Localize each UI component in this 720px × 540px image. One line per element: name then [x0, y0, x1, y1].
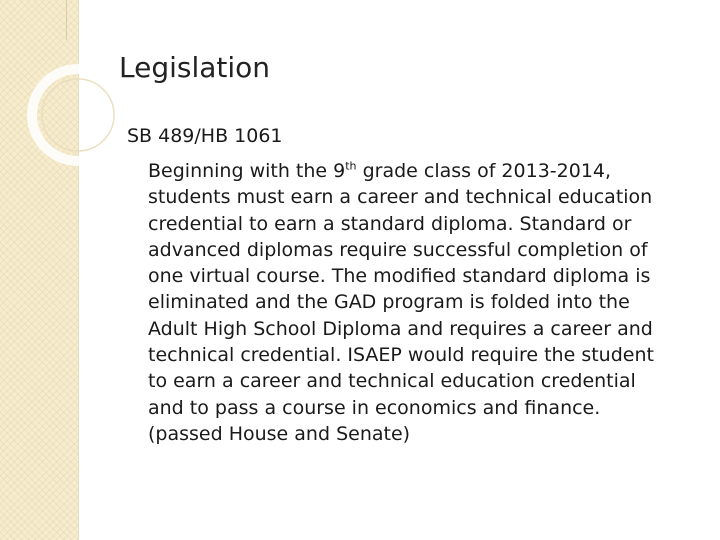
description-line: students must earn a career and technical education	[148, 186, 653, 209]
description-line: one virtual course. The modified standard diploma is	[148, 265, 651, 288]
decorative-side-panel	[0, 0, 78, 540]
description-line: and to pass a course in economics and finance.	[148, 396, 601, 419]
ordinal-superscript: th	[345, 159, 357, 173]
description-line-text: Beginning with the 9	[148, 160, 346, 182]
description-line	[148, 158, 707, 184]
description-line: credential to earn a standard diploma. Standard or	[148, 212, 632, 235]
description-line: (passed House and Senate)	[148, 422, 411, 445]
description-line-text: grade class of 2013-2014,	[356, 160, 612, 182]
side-panel-edge	[78, 0, 79, 540]
slide-body	[127, 124, 707, 447]
bill-description	[148, 158, 707, 447]
decorative-top-line	[66, 0, 67, 40]
bill-number: SB 489/HB 1061	[127, 125, 283, 147]
description-line: Adult High School Diploma and requires a career and	[148, 317, 653, 340]
slide-title: Legislation	[119, 51, 271, 84]
description-line: advanced diplomas require successful completion of	[148, 238, 648, 261]
description-line: technical credential. ISAEP would require the student	[148, 344, 654, 367]
description-line: to earn a career and technical education credential	[148, 370, 636, 393]
description-line: eliminated and the GAD program is folded into the	[148, 291, 630, 314]
